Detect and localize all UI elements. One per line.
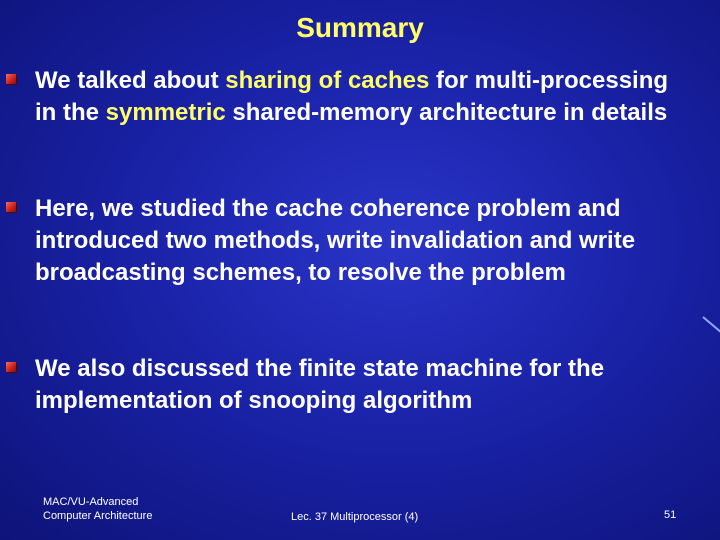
bullet-text-2: Here, we studied the cache coherence problem and introduced two methods, write invalidation and write broadcasting schemes, to resolve the problem [35,195,636,286]
bullet-text-segment: shared-memory architecture in details [225,99,668,126]
bullet-square-icon [6,202,16,212]
footer-course [43,495,152,523]
footer-course-line-1: MAC/VU-Advanced [43,496,139,508]
bullet-text-1 [35,65,695,129]
bullet-text-segment: for multi-processing in the [35,67,669,126]
bullet-square-icon [6,74,16,84]
slide-title: Summary [296,12,424,43]
footer-lecture: Lec. 37 Multiprocessor (4) [291,511,419,523]
bullet-text-segment: We talked about [35,67,226,94]
page-number: 51 [664,509,677,521]
highlighted-term: symmetric [105,99,226,126]
highlighted-term: sharing of caches [225,67,430,94]
bullet-square-icon [6,362,16,372]
decorative-line [702,316,720,334]
bullet-text-3: We also discussed the finite state machine for the implementation of snooping algorithm [35,355,605,414]
footer-course-line-2: Computer Architecture [43,510,153,522]
